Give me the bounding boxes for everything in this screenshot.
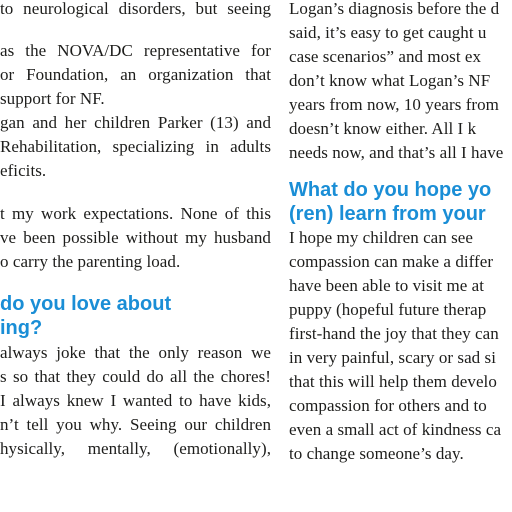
body-line: puppy (hopeful future therap	[289, 300, 487, 319]
body-line: s so that they could do all the chores!	[0, 367, 271, 386]
body-line: I always knew I wanted to have kids,	[0, 391, 271, 410]
body-line: Logan’s diagnosis before the d	[289, 0, 500, 18]
section-heading: do you love about	[0, 293, 172, 315]
body-line: as the NOVA/DC representative for	[0, 41, 271, 60]
body-line: needs now, and that’s all I have	[289, 143, 504, 162]
body-line: to change someone’s day.	[289, 444, 464, 463]
body-line: to neurological disorders, but seeing	[0, 0, 271, 18]
body-line: years from now, 10 years from	[289, 95, 499, 114]
body-line: don’t know what Logan’s NF	[289, 71, 491, 90]
body-line: even a small act of kindness ca	[289, 420, 502, 439]
body-line: doesn’t know either. All I k	[289, 119, 477, 138]
body-line: in very painful, scary or sad si	[289, 348, 496, 367]
body-line: first-hand the joy that they can	[289, 324, 499, 343]
body-line: t my work expectations. None of this	[0, 204, 271, 223]
section-heading: What do you hope yo	[289, 179, 492, 201]
body-line: have been able to visit me at	[289, 276, 484, 295]
body-line: gan and her children Parker (13) and	[0, 113, 271, 132]
body-line: eficits.	[0, 161, 47, 180]
body-line: or Foundation, an organization that	[0, 65, 271, 84]
body-line: compassion for others and to	[289, 396, 487, 415]
right-column	[289, 0, 512, 512]
section-heading: (ren) learn from your	[289, 203, 486, 225]
body-line: I hope my children can see	[289, 228, 473, 247]
body-line: n’t tell you why. Seeing our children	[0, 415, 271, 434]
body-line: hysically, mentally, (emotionally),	[0, 439, 271, 458]
body-line: Rehabilitation, specializing in adults	[0, 137, 271, 156]
body-line: compassion can make a differ	[289, 252, 494, 271]
body-line: case scenarios” and most ex	[289, 47, 482, 66]
body-line: support for NF.	[0, 89, 105, 108]
body-line: that this will help them develo	[289, 372, 497, 391]
section-heading: ing?	[0, 317, 43, 339]
body-line: o carry the parenting load.	[0, 252, 181, 271]
body-line: ve been possible without my husband	[0, 228, 271, 247]
body-line: said, it’s easy to get caught u	[289, 23, 487, 42]
body-line: always joke that the only reason we	[0, 343, 271, 362]
